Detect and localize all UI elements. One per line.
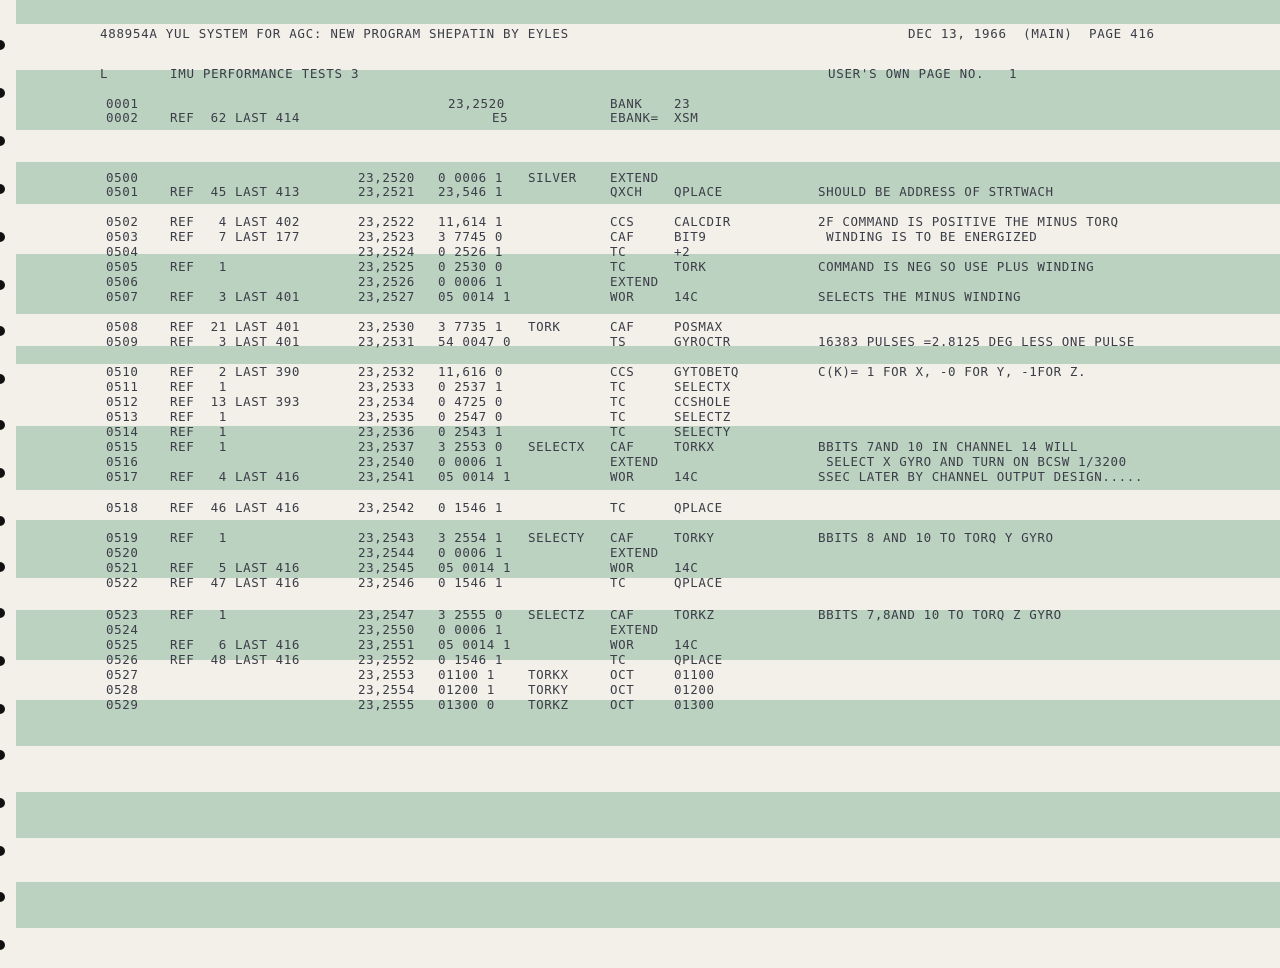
line-number: 0502 — [106, 214, 139, 229]
feed-hole — [0, 940, 5, 950]
operand: TORK — [674, 259, 707, 274]
feed-hole — [0, 656, 5, 666]
opcode: TC — [610, 379, 627, 394]
value: 05 0014 1 — [438, 560, 512, 575]
page-header-left: 488954A YUL SYSTEM FOR AGC: NEW PROGRAM SHEPATIN BY EYLES — [100, 26, 569, 41]
address: 23,2535 — [358, 409, 415, 424]
opcode: CAF — [610, 607, 635, 622]
line-number: 0506 — [106, 274, 139, 289]
opcode: WOR — [610, 469, 635, 484]
address: 23,2536 — [358, 424, 415, 439]
line-number: 0516 — [106, 454, 139, 469]
line-number: 0503 — [106, 229, 139, 244]
ref-field: REF 45 LAST 413 — [170, 184, 301, 199]
value: 0 0006 1 — [438, 454, 504, 469]
address: 23,2551 — [358, 637, 415, 652]
opcode: CAF — [610, 530, 635, 545]
address: 23,2523 — [358, 229, 415, 244]
operand: XSM — [674, 110, 699, 125]
symbol-label: TORKY — [528, 682, 569, 697]
line-number: 0525 — [106, 637, 139, 652]
value: E5 — [492, 110, 509, 125]
feed-hole — [0, 326, 5, 336]
opcode: CAF — [610, 439, 635, 454]
operand: SELECTZ — [674, 409, 731, 424]
address: 23,2553 — [358, 667, 415, 682]
value: 11,614 1 — [438, 214, 504, 229]
value: 05 0014 1 — [438, 469, 512, 484]
opcode: BANK — [610, 96, 643, 111]
opcode: TC — [610, 575, 627, 590]
value: 0 2543 1 — [438, 424, 504, 439]
opcode: QXCH — [610, 184, 643, 199]
line-number: 0519 — [106, 530, 139, 545]
comment: SELECT X GYRO AND TURN ON BCSW 1/3200 — [818, 454, 1127, 469]
address: 23,2541 — [358, 469, 415, 484]
value: 11,616 0 — [438, 364, 504, 379]
value: 0 1546 1 — [438, 652, 504, 667]
opcode: CAF — [610, 229, 635, 244]
address: 23,2525 — [358, 259, 415, 274]
opcode: CCS — [610, 214, 635, 229]
value: 54 0047 0 — [438, 334, 512, 349]
address: 23,2547 — [358, 607, 415, 622]
comment: BBITS 7AND 10 IN CHANNEL 14 WILL — [818, 439, 1079, 454]
ref-field: REF 1 — [170, 259, 227, 274]
line-number: 0515 — [106, 439, 139, 454]
operand: 01100 — [674, 667, 715, 682]
value: 3 2554 1 — [438, 530, 504, 545]
ref-field: REF 3 LAST 401 — [170, 289, 301, 304]
address: 23,2527 — [358, 289, 415, 304]
comment: WINDING IS TO BE ENERGIZED — [818, 229, 1038, 244]
operand: TORKX — [674, 439, 715, 454]
page-header-right: DEC 13, 1966 (MAIN) PAGE 416 — [908, 26, 1155, 41]
feed-hole — [0, 374, 5, 384]
line-number: 0510 — [106, 364, 139, 379]
symbol-label: SILVER — [528, 170, 577, 185]
address: 23,2545 — [358, 560, 415, 575]
opcode: EXTEND — [610, 454, 659, 469]
section-title: IMU PERFORMANCE TESTS 3 — [170, 66, 360, 81]
address: 23,2537 — [358, 439, 415, 454]
feed-hole — [0, 184, 5, 194]
line-number: 0507 — [106, 289, 139, 304]
line-number: 0529 — [106, 697, 139, 712]
line-number: 0528 — [106, 682, 139, 697]
opcode: WOR — [610, 560, 635, 575]
value: 0 0006 1 — [438, 274, 504, 289]
value: 3 2553 0 — [438, 439, 504, 454]
feed-hole — [0, 846, 5, 856]
line-number: 0526 — [106, 652, 139, 667]
operand: BIT9 — [674, 229, 707, 244]
value: 3 7735 1 — [438, 319, 504, 334]
opcode: TC — [610, 244, 627, 259]
address: 23,2531 — [358, 334, 415, 349]
comment: SELECTS THE MINUS WINDING — [818, 289, 1022, 304]
address: 23,2533 — [358, 379, 415, 394]
opcode: TC — [610, 259, 627, 274]
comment: C(K)= 1 FOR X, -0 FOR Y, -1FOR Z. — [818, 364, 1087, 379]
line-number: 0002 — [106, 110, 139, 125]
feed-hole — [0, 420, 5, 430]
operand: 01300 — [674, 697, 715, 712]
opcode: TC — [610, 394, 627, 409]
feed-hole — [0, 88, 5, 98]
value: 01300 0 — [438, 697, 495, 712]
address: 23,2555 — [358, 697, 415, 712]
ref-field: REF 1 — [170, 530, 227, 545]
address: 23,2543 — [358, 530, 415, 545]
symbol-label: TORKZ — [528, 697, 569, 712]
line-number: 0523 — [106, 607, 139, 622]
address: 23,2550 — [358, 622, 415, 637]
address: 23,2554 — [358, 682, 415, 697]
comment: BBITS 8 AND 10 TO TORQ Y GYRO — [818, 530, 1054, 545]
opcode: TC — [610, 409, 627, 424]
line-number: 0521 — [106, 560, 139, 575]
address: 23,2534 — [358, 394, 415, 409]
opcode: WOR — [610, 637, 635, 652]
opcode: WOR — [610, 289, 635, 304]
opcode: EBANK= — [610, 110, 659, 125]
line-number: 0520 — [106, 545, 139, 560]
operand: CCSHOLE — [674, 394, 731, 409]
feed-hole — [0, 608, 5, 618]
address: 23,2532 — [358, 364, 415, 379]
operand: QPLACE — [674, 500, 723, 515]
value: 05 0014 1 — [438, 289, 512, 304]
operand: SELECTX — [674, 379, 731, 394]
address: 23,2526 — [358, 274, 415, 289]
address: 23,2544 — [358, 545, 415, 560]
line-number: 0522 — [106, 575, 139, 590]
value: 3 2555 0 — [438, 607, 504, 622]
operand: QPLACE — [674, 575, 723, 590]
paper-band — [16, 882, 1280, 928]
ref-field: REF 4 LAST 402 — [170, 214, 301, 229]
operand: 14C — [674, 560, 699, 575]
ref-field: REF 13 LAST 393 — [170, 394, 301, 409]
address: 23,2546 — [358, 575, 415, 590]
opcode: EXTEND — [610, 170, 659, 185]
opcode: EXTEND — [610, 622, 659, 637]
feed-hole — [0, 750, 5, 760]
feed-hole — [0, 704, 5, 714]
opcode: EXTEND — [610, 545, 659, 560]
symbol-label: SELECTY — [528, 530, 585, 545]
comment: SHOULD BE ADDRESS OF STRTWACH — [818, 184, 1054, 199]
value: 0 2526 1 — [438, 244, 504, 259]
comment: COMMAND IS NEG SO USE PLUS WINDING — [818, 259, 1095, 274]
value: 0 0006 1 — [438, 170, 504, 185]
comment: BBITS 7,8AND 10 TO TORQ Z GYRO — [818, 607, 1062, 622]
opcode: OCT — [610, 667, 635, 682]
line-number: 0500 — [106, 170, 139, 185]
feed-hole — [0, 468, 5, 478]
ref-field: REF 7 LAST 177 — [170, 229, 301, 244]
ref-field: REF 21 LAST 401 — [170, 319, 301, 334]
symbol-label: SELECTX — [528, 439, 585, 454]
value: 23,546 1 — [438, 184, 504, 199]
address: 23,2520 — [358, 170, 415, 185]
opcode: OCT — [610, 682, 635, 697]
operand: CALCDIR — [674, 214, 731, 229]
line-number: 0501 — [106, 184, 139, 199]
feed-hole — [0, 40, 5, 50]
feed-hole — [0, 516, 5, 526]
line-number: 0517 — [106, 469, 139, 484]
operand: +2 — [674, 244, 691, 259]
opcode: TC — [610, 652, 627, 667]
ref-field: REF 1 — [170, 607, 227, 622]
operand: GYROCTR — [674, 334, 731, 349]
line-number: 0504 — [106, 244, 139, 259]
comment: SSEC LATER BY CHANNEL OUTPUT DESIGN..... — [818, 469, 1144, 484]
line-number: 0527 — [106, 667, 139, 682]
opcode: CCS — [610, 364, 635, 379]
paper-band — [16, 700, 1280, 746]
value: 0 0006 1 — [438, 545, 504, 560]
opcode: TS — [610, 334, 627, 349]
line-number: 0524 — [106, 622, 139, 637]
value: 0 2547 0 — [438, 409, 504, 424]
address: 23,2521 — [358, 184, 415, 199]
line-number: 0511 — [106, 379, 139, 394]
ref-field: REF 3 LAST 401 — [170, 334, 301, 349]
line-number: 0513 — [106, 409, 139, 424]
opcode: TC — [610, 500, 627, 515]
ref-field: REF 4 LAST 416 — [170, 469, 301, 484]
comment: 2F COMMAND IS POSITIVE THE MINUS TORQ — [818, 214, 1119, 229]
address: 23,2540 — [358, 454, 415, 469]
operand: TORKY — [674, 530, 715, 545]
feed-hole — [0, 136, 5, 146]
feed-hole — [0, 232, 5, 242]
operand: 14C — [674, 637, 699, 652]
feed-hole — [0, 798, 5, 808]
operand: TORKZ — [674, 607, 715, 622]
symbol-label: TORKX — [528, 667, 569, 682]
symbol-label: SELECTZ — [528, 607, 585, 622]
ref-field: REF 1 — [170, 409, 227, 424]
operand: QPLACE — [674, 652, 723, 667]
line-number: 0512 — [106, 394, 139, 409]
operand: SELECTY — [674, 424, 731, 439]
ref-field: REF 1 — [170, 439, 227, 454]
value: 23,2520 — [448, 96, 505, 111]
ref-field: REF 6 LAST 416 — [170, 637, 301, 652]
value: 01200 1 — [438, 682, 495, 697]
operand: POSMAX — [674, 319, 723, 334]
address: 23,2530 — [358, 319, 415, 334]
ref-field: REF 1 — [170, 424, 227, 439]
feed-hole — [0, 562, 5, 572]
value: 01100 1 — [438, 667, 495, 682]
ref-field: REF 2 LAST 390 — [170, 364, 301, 379]
operand: 14C — [674, 289, 699, 304]
operand: 23 — [674, 96, 691, 111]
opcode: TC — [610, 424, 627, 439]
value: 0 4725 0 — [438, 394, 504, 409]
value: 0 1546 1 — [438, 575, 504, 590]
ref-field: REF 47 LAST 416 — [170, 575, 301, 590]
ref-field: REF 62 LAST 414 — [170, 110, 301, 125]
ref-field: REF 5 LAST 416 — [170, 560, 301, 575]
value: 3 7745 0 — [438, 229, 504, 244]
ref-field: REF 48 LAST 416 — [170, 652, 301, 667]
paper-band — [16, 792, 1280, 838]
paper-band — [16, 0, 1280, 24]
address: 23,2552 — [358, 652, 415, 667]
user-page-number: USER'S OWN PAGE NO. 1 — [828, 66, 1018, 81]
address: 23,2524 — [358, 244, 415, 259]
operand: 14C — [674, 469, 699, 484]
value: 0 2530 0 — [438, 259, 504, 274]
feed-hole — [0, 280, 5, 290]
line-number: 0518 — [106, 500, 139, 515]
value: 0 1546 1 — [438, 500, 504, 515]
address: 23,2522 — [358, 214, 415, 229]
opcode: CAF — [610, 319, 635, 334]
symbol-label: TORK — [528, 319, 561, 334]
operand: 01200 — [674, 682, 715, 697]
feed-hole — [0, 892, 5, 902]
address: 23,2542 — [358, 500, 415, 515]
log-marker: L — [100, 66, 109, 81]
value: 0 0006 1 — [438, 622, 504, 637]
ref-field: REF 46 LAST 416 — [170, 500, 301, 515]
comment: 16383 PULSES =2.8125 DEG LESS ONE PULSE — [818, 334, 1135, 349]
operand: GYTOBETQ — [674, 364, 740, 379]
ref-field: REF 1 — [170, 379, 227, 394]
line-number: 0509 — [106, 334, 139, 349]
line-number: 0001 — [106, 96, 139, 111]
line-number: 0514 — [106, 424, 139, 439]
line-number: 0505 — [106, 259, 139, 274]
opcode: EXTEND — [610, 274, 659, 289]
value: 0 2537 1 — [438, 379, 504, 394]
value: 05 0014 1 — [438, 637, 512, 652]
opcode: OCT — [610, 697, 635, 712]
line-number: 0508 — [106, 319, 139, 334]
operand: QPLACE — [674, 184, 723, 199]
